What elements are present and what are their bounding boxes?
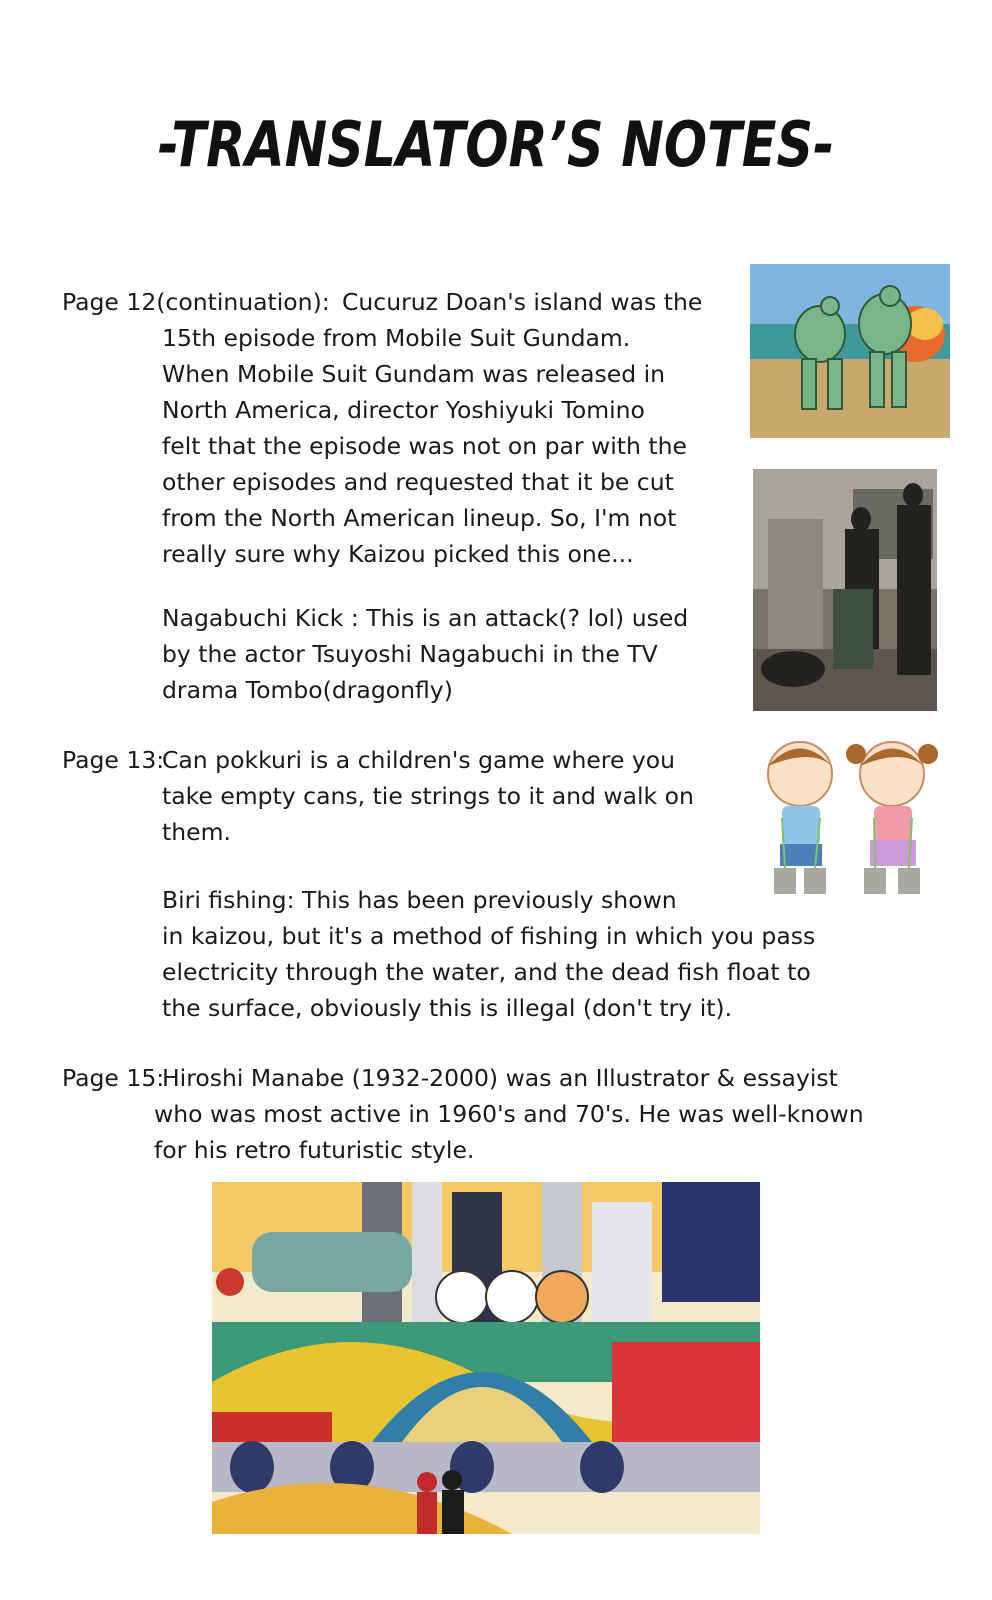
note-line: Nagabuchi Kick : This is an attack(? lol) used (162, 604, 689, 632)
note-line: North America, director Yoshiyuki Tomino (162, 396, 645, 424)
note-line: Hiroshi Manabe (1932-2000) was an Illustrator & essayist (162, 1064, 838, 1092)
note-page-12 (62, 284, 702, 572)
note-label: Page 13: (62, 746, 165, 774)
note-line: electricity through the water, and the dead fish float to (162, 958, 811, 986)
note-line: Biri fishing: This has been previously shown (162, 886, 677, 914)
note-line: in kaizou, but it's a method of fishing in which you pass (162, 922, 816, 950)
note-line: really sure why Kaizou picked this one... (162, 540, 634, 568)
note-page-15 (62, 1060, 864, 1168)
note-line: for his retro futuristic style. (154, 1136, 475, 1164)
note-label: Page 15: (62, 1064, 165, 1092)
note-line: 15th episode from Mobile Suit Gundam. (162, 324, 631, 352)
gundam-scene-image (750, 264, 950, 438)
note-line: other episodes and requested that it be cut (162, 468, 674, 496)
note-biri-fishing (162, 882, 815, 1026)
note-nagabuchi-kick (162, 600, 688, 708)
note-line: Cucuruz Doan's island was the (342, 288, 703, 316)
note-line: who was most active in 1960's and 70's. He was well-known (154, 1100, 864, 1128)
manabe-retro-futuristic-illustration (212, 1182, 760, 1534)
note-line: felt that the episode was not on par with the (162, 432, 687, 460)
tombo-drama-still-image (753, 469, 937, 711)
note-line: Can pokkuri is a children's game where you (162, 746, 676, 774)
note-page-13 (62, 742, 694, 850)
can-pokkuri-illustration (752, 726, 942, 902)
note-line: take empty cans, tie strings to it and walk on (162, 782, 694, 810)
note-line: drama Tombo(dragonfly) (162, 676, 453, 704)
note-line: them. (162, 818, 231, 846)
note-label: Page 12(continuation): (62, 288, 330, 316)
page-title: -TRANSLATOR’S NOTES- (157, 108, 835, 181)
note-line: the surface, obviously this is illegal (don't try it). (162, 994, 733, 1022)
note-line: by the actor Tsuyoshi Nagabuchi in the TV (162, 640, 658, 668)
note-line: from the North American lineup. So, I'm not (162, 504, 677, 532)
note-line: When Mobile Suit Gundam was released in (162, 360, 666, 388)
